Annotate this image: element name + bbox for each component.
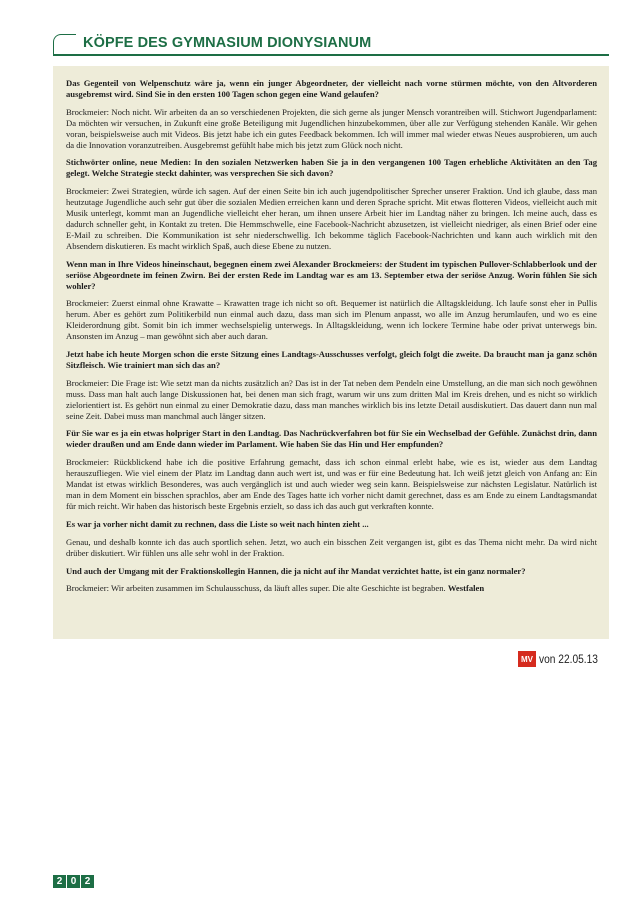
page-header [53,34,609,56]
interview-question: Das Gegenteil von Welpenschutz wäre ja, wenn ein junger Abgeordneter, der vielleicht nach vorne stürmen möchte, von den Altvorderen ausgebremst wird. Sind Sie in den ersten 100 Tagen schon gegen eine Wand gelaufen? [66,78,597,99]
interview-answer: Genau, und deshalb konnte ich das auch sportlich sehen. Jetzt, wo auch ein bisschen Zeit vergangen ist, gibt es das Thema nicht mehr. Da wird nicht drüber diskutiert. Wir fühlen uns alle sehr wohl in der Fraktion. [66,536,597,558]
publication-logo: MV [518,651,536,667]
article-source: Westfalen [447,583,485,594]
interview-answer: Brockmeier: Rückblickend habe ich die positive Erfahrung gemacht, dass ich schon einmal erlebt habe, wie es ist, wieder aus dem Landtag herauszufliegen. Wie viel einem der Platz im Landtag dann auch wert ist, und was er für eine Bedeutung hat. Ich weiß jetzt gleich von Anfang an: Ein Mandat ist etwas wirklich Besonderes, was auch vergänglich ist und auch wieder weg sein kann. Beispielsweise zur nächsten Legislatur. Natürlich ist man in dem Moment ein bisschen sprachlos, aber am Ende des Tages hatte ich vorher nicht damit gerechnet, dass es am Ende zu einem Landtagsmandat für mich reicht. Wir haben das historisch beste Ergebnis erzielt, so dass ich das auch gut verkraften konnte. [66,457,597,511]
page-number-digit: 2 [81,875,94,888]
interview-article [53,66,609,639]
page-number [53,875,95,888]
page-number-digit: 2 [53,875,66,888]
page-title: KÖPFE DES GYMNASIUM DIONYSIANUM [83,35,372,51]
page-number-digit: 0 [67,875,80,888]
publication-source [518,650,608,668]
header-tab-decoration [53,34,76,55]
interview-question: Und auch der Umgang mit der Fraktionskollegin Hannen, die ja nicht auf ihr Mandat verzichtet hatte, ist ein ganz normaler? [66,565,526,576]
interview-answer: Brockmeier: Noch nicht. Wir arbeiten da an so verschiedenen Projekten, die sich gerne als junger Mensch vorantreiben will. Stichwort Jugendparlament: Da möchten wir versuchen, in Zukunft eine große Beteiligung mit Jugendlichen hinzubekommen, über alle zur Verfügung stehenden Kanäle. Wir gehen voran, beispielsweise auch mit Videos. Bis jetzt habe ich ein gutes Feedback bekommen. Ich will immer mal wieder etwas Neues ausprobieren, um auch da die Innovation voranzutreiben. Ausgebremst gefühlt habe mich bis jetzt zum Glück noch nicht. [66,106,597,150]
publication-date: von 22.05.13 [539,652,598,666]
interview-question: Für Sie war es ja ein etwas holpriger Start in den Landtag. Das Nachrückverfahren bot für Sie ein Wechselbad der Gefühle. Zunächst drin, dann wieder draußen und am Ende dann wieder im Parlament. Wie haben Sie das Hin und Her empfunden? [66,428,597,450]
interview-question: Es war ja vorher nicht damit zu rechnen, dass die Liste so weit nach hinten zieht ... [66,518,369,529]
interview-answer-last [66,583,597,594]
header-rule [53,54,609,56]
interview-answer: Brockmeier: Die Frage ist: Wie setzt man da nichts zusätzlich an? Das ist in der Tat neben dem Pendeln eine Umstellung, an die man sich noch gewöhnen muss. Dass man halt auch lange Diskussionen hat, bei denen man sich fragt, warum wir uns zum dritten Mal im Kreis drehen, und es nicht so wirklich zielorientiert ist. Es gehört nun einmal zu einer Demokratie dazu, dass man manches wirklich bis ins letzte Detail ausdiskutiert. Das dauert dann nun mal seine Zeit. Dabei muss man manchmal auch länger sitzen. [66,377,597,421]
interview-question: Jetzt habe ich heute Morgen schon die erste Sitzung eines Landtags-Ausschusses verfolgt, gleich folgt die zweite. Da braucht man ja ganz schön Sitzfleisch. Wie trainiert man sich das an? [66,349,597,370]
interview-answer-text: Brockmeier: Wir arbeiten zusammen im Schulausschuss, da läuft alles super. Die alte Geschichte ist begraben. [66,583,446,594]
interview-answer: Brockmeier: Zuerst einmal ohne Krawatte – Krawatten trage ich nicht so oft. Bequemer ist natürlich die Alltagskleidung. Ich laufe sonst eher in Pullis herum. Aber es gehört zum Politikerbild nun einmal auch dazu, dass man sich im Plenum anpasst, wo alle im Anzug herumlaufen, und wo es eine Kleiderordnung gibt. Somit bin ich immer wechselspielig unterwegs. In Alltagskleidung, wenn ich lockere Termine habe oder privat unterwegs bin. Ansonsten im Anzug – man gewöhnt sich aber auch daran. [66,298,597,342]
interview-question: Stichwörter online, neue Medien: In den sozialen Netzwerken haben Sie ja in den vergangenen 100 Tagen erhebliche Aktivitäten an den Tag gelegt. Welche Strategie steckt dahinter, was versprechen Sie sich davon? [66,157,597,179]
interview-question: Wenn man in Ihre Videos hineinschaut, begegnen einem zwei Alexander Brockmeiers: der Student im typischen Pullover-Schlabberlook und der seriöse Abgeordnete im feinen Zwirn. Bei der ersten Rede im Landtag war es am 13. September etwa der seriöse Anzug. Worin fühlen Sie sich wohler? [66,258,597,291]
interview-answer: Brockmeier: Zwei Strategien, würde ich sagen. Auf der einen Seite bin ich auch jugendpolitischer Sprecher unserer Fraktion. Und ich glaube, dass man heutzutage Jugendliche auch sehr gut über die sozialen Medien erreichen kann und deren Sprache spricht. Mit etwas flotteren Videos, vielleicht auch mit Musik unterlegt, kommt man an Jugendliche vielleicht eher heran, um ihnen unsere Arbeit hier im Landtag näher zu bringen. Ich meine auch, dass es dadurch schneller geht, in Kontakt zu treten. Die Hemmschwelle, eine Facebook-Nachricht abzusetzen, ist vielleicht niedriger, als einen Brief oder eine E-Mail zu schreiben. Die Kommunikation ist sehr niederschwellig. Ich bekomme täglich Facebook-Nachrichten und kann auch wirklich mit den Absendern diskutieren. Es macht wirklich Spaß, auch diese Ebene zu nutzen. [66,186,597,251]
